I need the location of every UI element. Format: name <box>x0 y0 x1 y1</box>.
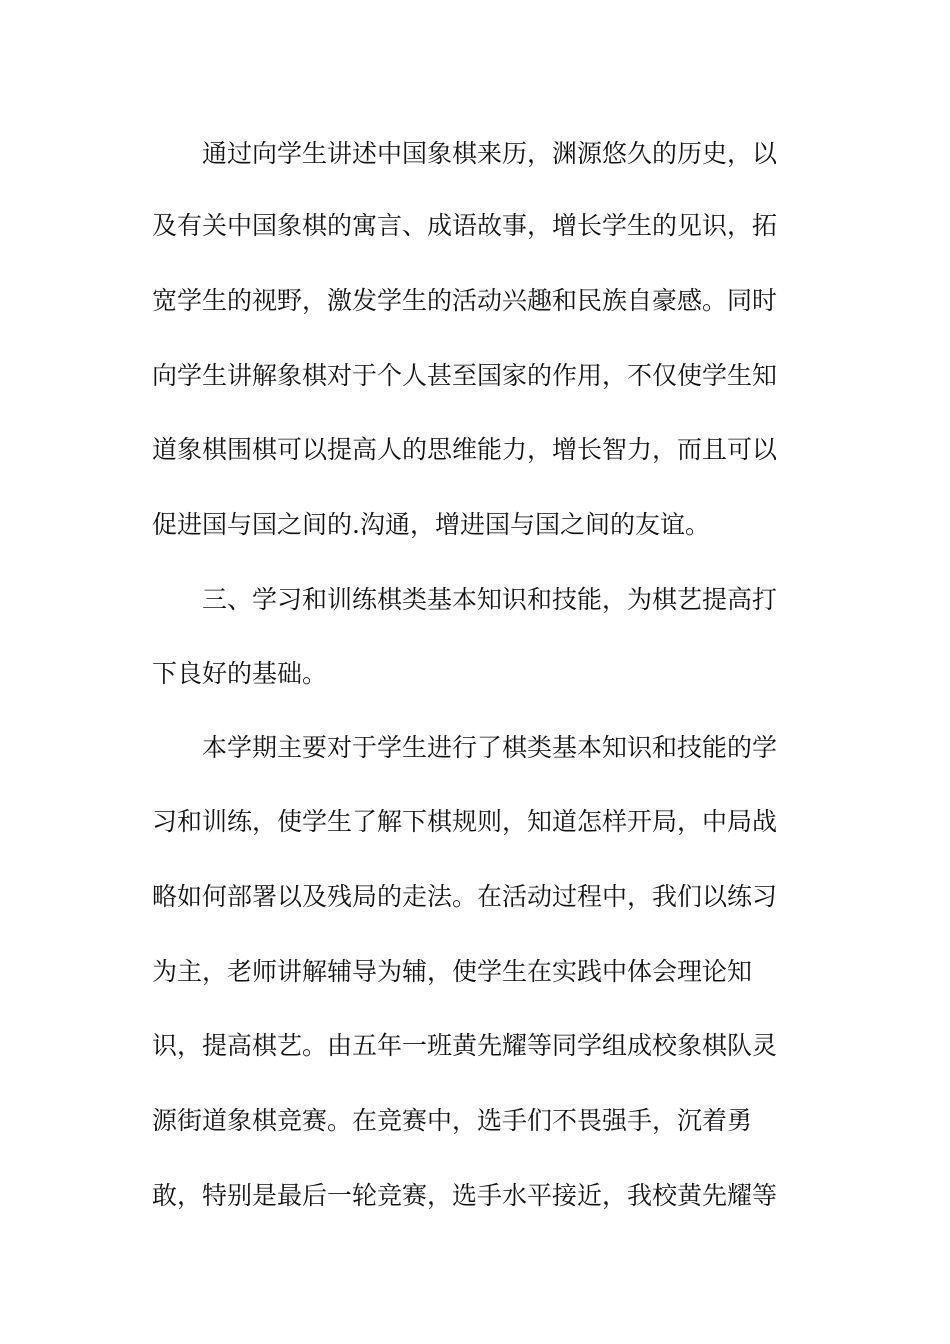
paragraph-1-line-6: 促进国与国之间的.沟通，增进国与国之间的友谊。 <box>152 510 710 539</box>
paragraph-1-line-5: 道象棋围棋可以提高人的思维能力，增长智力，而且可以 <box>152 435 778 464</box>
paragraph-2-line-4: 为主，老师讲解辅导为辅，使学生在实践中体会理论知 <box>152 957 753 986</box>
paragraph-1-line-3: 宽学生的视野，激发学生的活动兴趣和民族自豪感。同时 <box>152 286 778 315</box>
section-heading-line-2: 下良好的基础。 <box>152 659 328 688</box>
paragraph-2-line-1: 本学期主要对于学生进行了棋类基本知识和技能的学 <box>202 733 778 762</box>
paragraph-1-line-4: 向学生讲解象棋对于个人甚至国家的作用，不仅使学生知 <box>152 361 778 390</box>
section-heading-line-1: 三、学习和训练棋类基本知识和技能，为棋艺提高打 <box>202 585 778 614</box>
paragraph-2-line-3: 略如何部署以及残局的走法。在活动过程中，我们以练习 <box>152 882 778 911</box>
paragraph-1-line-1: 通过向学生讲述中国象棋来历，渊源悠久的历史，以 <box>202 139 778 168</box>
paragraph-2-line-7: 敢，特别是最后一轮竞赛，选手水平接近，我校黄先耀等 <box>152 1181 778 1210</box>
paragraph-2-line-2: 习和训练，使学生了解下棋规则，知道怎样开局，中局战 <box>152 807 778 836</box>
paragraph-2-line-5: 识，提高棋艺。由五年一班黄先耀等同学组成校象棋队灵 <box>152 1031 778 1060</box>
paragraph-1-line-2: 及有关中国象棋的寓言、成语故事，增长学生的见识，拓 <box>152 211 778 240</box>
paragraph-2-line-6: 源街道象棋竞赛。在竞赛中，选手们不畏强手，沉着勇 <box>152 1106 753 1135</box>
